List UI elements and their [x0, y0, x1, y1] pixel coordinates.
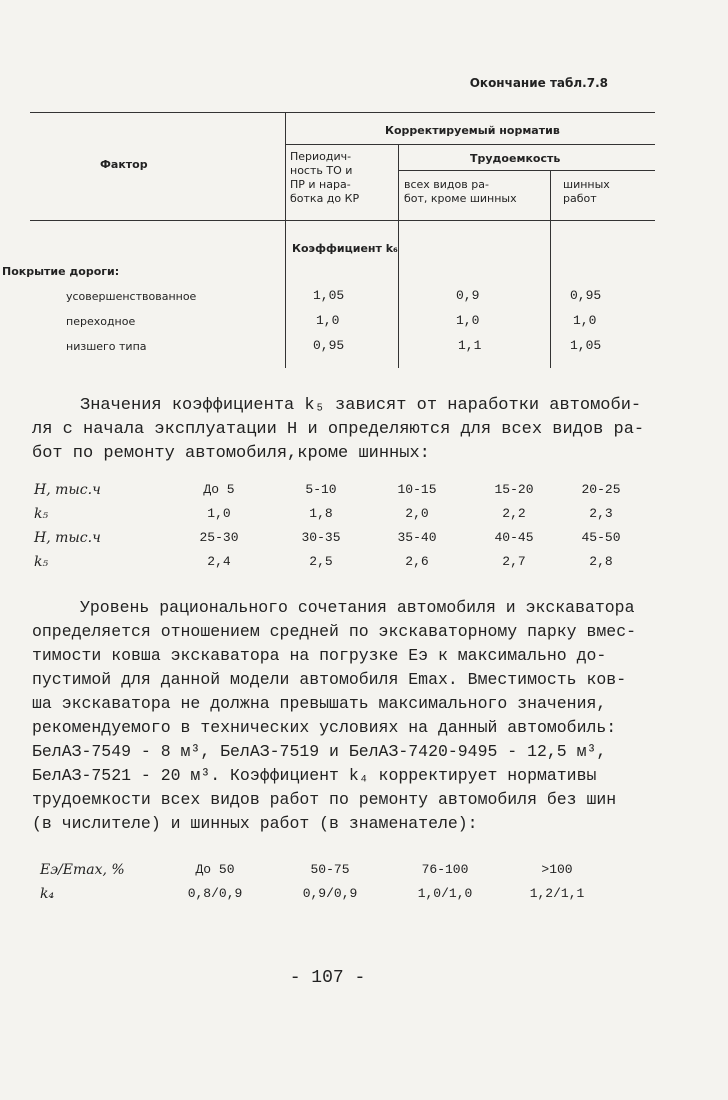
paragraph-line: БелАЗ-7521 - 20 м³. Коэффициент k₄ корректирует нормативы [32, 766, 597, 785]
header-factor: Фактор [100, 158, 148, 171]
correction-table [2, 112, 655, 368]
k4-cell: До 50 [195, 862, 235, 877]
k5-cell: 15-20 [494, 482, 534, 497]
row-value: 1,05 [313, 288, 345, 303]
paragraph-k5 [32, 394, 652, 466]
k5-table [34, 480, 654, 580]
row-value: 1,0 [573, 313, 597, 328]
paragraph-line: Уровень рационального сочетания автомобиля и экскаватора [80, 598, 635, 617]
header-tire-works-line: работ [563, 192, 597, 205]
k5-cell: 2,5 [309, 554, 333, 569]
row-name: усовершенствованное [66, 290, 197, 303]
k5-cell: 2,0 [405, 506, 429, 521]
k-label: k₅ [34, 506, 49, 522]
k4-cell: >100 [541, 862, 573, 877]
page-number: - 107 - [289, 968, 366, 988]
group-label: Покрытие дороги: [2, 265, 120, 278]
k5-cell: 2,8 [589, 554, 613, 569]
header-period-line: Периодич- [290, 150, 352, 163]
paragraph-line: определяется отношением средней по экскаваторному парку вмес- [32, 622, 636, 641]
h-label: H, тыс.ч [34, 530, 101, 546]
header-period-line: ботка до КР [290, 192, 360, 205]
k5-cell: 5-10 [305, 482, 337, 497]
k-label: k₅ [34, 554, 49, 570]
paragraph-k4 [32, 596, 652, 836]
header-tire-works [563, 178, 610, 206]
header-tire-works-line: шинных [563, 178, 610, 191]
header-rule-2 [398, 170, 655, 171]
header-rule-1 [285, 144, 655, 145]
row-value: 0,95 [313, 338, 345, 353]
row-value: 1,1 [458, 338, 482, 353]
k4-cell: 0,9/0,9 [302, 886, 358, 901]
header-all-works-line: бот, кроме шинных [404, 192, 517, 205]
ratio-label: Eэ/Emax, % [40, 862, 125, 878]
k5-cell: 35-40 [397, 530, 437, 545]
k5-cell: 1,0 [207, 506, 231, 521]
k4-cell: 76-100 [421, 862, 469, 877]
paragraph-line: БелАЗ-7549 - 8 м³, БелАЗ-7519 и БелАЗ-7420-9495 - 12,5 м³, [32, 742, 607, 761]
col-divider-1 [285, 112, 286, 368]
paragraph-line: рекомендуемого в технических условиях на данный автомобиль: [32, 718, 617, 737]
header-corrected: Корректируемый норматив [385, 124, 560, 137]
row-value: 1,05 [570, 338, 602, 353]
col-divider-2 [398, 144, 399, 368]
paragraph-line: ля с начала эксплуатации H и определяются для всех видов ра- [32, 420, 645, 439]
header-bottom-rule [30, 220, 655, 221]
k4-cell: 1,0/1,0 [417, 886, 473, 901]
k5-cell: 45-50 [581, 530, 621, 545]
k5-cell: 10-15 [397, 482, 437, 497]
k4-cell: 0,8/0,9 [187, 886, 243, 901]
h-label: H, тыс.ч [34, 482, 101, 498]
header-period-line: ность ТО и [290, 164, 353, 177]
paragraph-line: (в числителе) и шинных работ (в знаменателе): [32, 814, 478, 833]
header-all-works-line: всех видов ра- [404, 178, 489, 191]
row-value: 0,95 [570, 288, 602, 303]
header-period [290, 150, 395, 206]
k5-cell: 2,3 [589, 506, 613, 521]
k5-cell: 30-35 [301, 530, 341, 545]
k5-cell: 2,6 [405, 554, 429, 569]
k-label: k₄ [40, 886, 55, 902]
col-divider-3 [550, 170, 551, 368]
row-value: 1,0 [456, 313, 480, 328]
k5-cell: 2,7 [502, 554, 526, 569]
k4-cell: 1,2/1,1 [529, 886, 585, 901]
table-caption: Окончание табл.7.8 [469, 76, 608, 90]
row-value: 1,0 [316, 313, 340, 328]
paragraph-line: тимости ковша экскаватора на погрузке Eэ к максимально до- [32, 646, 607, 665]
k5-cell: 2,2 [502, 506, 526, 521]
header-all-works [404, 178, 517, 206]
k5-cell: 40-45 [494, 530, 534, 545]
k4-cell: 50-75 [310, 862, 350, 877]
paragraph-line: Значения коэффициента k₅ зависят от наработки автомоби- [80, 396, 642, 415]
header-labor: Трудоемкость [470, 152, 561, 165]
paragraph-line: трудоемкости всех видов работ по ремонту автомобиля без шин [32, 790, 617, 809]
paragraph-line: ша экскаватора не должна превышать максимального значения, [32, 694, 607, 713]
row-value: 0,9 [456, 288, 480, 303]
k4-table [40, 862, 650, 912]
k5-cell: 20-25 [581, 482, 621, 497]
k5-cell: 2,4 [207, 554, 231, 569]
table-top-rule [30, 112, 655, 113]
paragraph-line: пустимой для данной модели автомобиля Emax. Вместимость ков- [32, 670, 627, 689]
row-name: переходное [66, 315, 136, 328]
paragraph-line: бот по ремонту автомобиля,кроме шинных: [32, 444, 430, 463]
row-name: низшего типа [66, 340, 147, 353]
coefficient-label: Коэффициент k₆ [292, 242, 398, 255]
k5-cell: До 5 [203, 482, 235, 497]
header-period-line: ПР и нара- [290, 178, 351, 191]
k5-cell: 1,8 [309, 506, 333, 521]
k5-cell: 25-30 [199, 530, 239, 545]
